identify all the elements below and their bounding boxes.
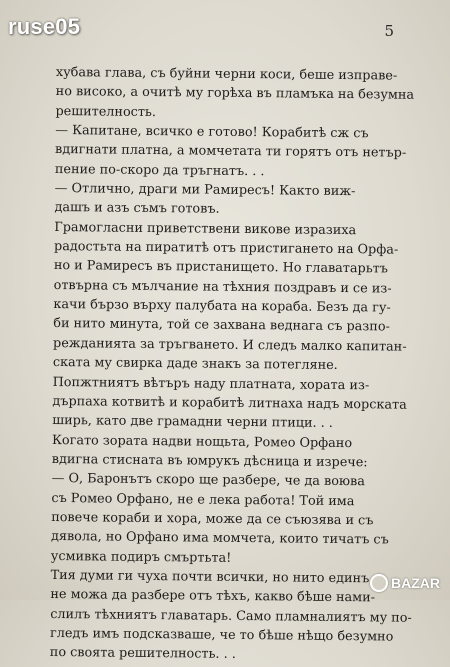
text-line: — О, Баронътъ скоро ще разбере, че да воюва	[51, 471, 366, 490]
text-line: — Капитане, всичко е готово! Корабитѣ сж съ	[55, 123, 369, 142]
bazar-logo-icon	[370, 574, 388, 592]
text-line: по своята решителность. . .	[49, 645, 236, 663]
text-line: усмивка подиръ смъртьта!	[50, 548, 232, 566]
page-number: 5	[384, 22, 394, 40]
text-line: но високо, а очитѣ му горѣха въ пламъка на безумна	[55, 84, 415, 104]
text-line: радостьта на пиратитѣ отъ пристигането на Орфа-	[53, 239, 399, 258]
text-line: отвърна съ мълчание на тѣхния поздравъ и се из-	[53, 277, 392, 297]
text-line: Тия думи ги чуха почти всички, но нито единъ	[50, 567, 370, 587]
text-line: съ Ромео Орфано, не е лека работа! Той има	[51, 490, 355, 509]
text-line: качи бързо върху палубата на кораба. Безъ да гу-	[53, 297, 391, 316]
text-line: режданията за тръгването. И следъ малко капитан-	[52, 335, 407, 355]
text-line: повече кораби и хора, може да се съюзява и съ	[51, 509, 374, 529]
watermark-bottom-logo	[370, 574, 440, 592]
text-line: вдигна стисната въ юмрукъ дѣсница и изрече:	[51, 451, 368, 471]
text-line: дърпаха котвитѣ и корабитѣ литнаха надъ морската	[52, 393, 407, 413]
text-line: дашъ и азъ съмъ готовъ.	[54, 200, 220, 218]
text-line: хубава глава, съ буйни черни коси, беше изправе-	[55, 64, 398, 84]
text-line: вдигнати платна, а момчетата ти горятъ отъ нетър-	[55, 142, 407, 162]
text-line: дявола, но Орфано има момчета, които тичатъ съ	[50, 529, 389, 548]
text-line: пение по-скоро да тръгнатъ. . .	[54, 161, 265, 179]
text-line: Попжтниятъ вѣтъръ наду платната, хората из-	[52, 374, 370, 393]
text-line: би нито минута, той се захвана веднага съ разпо-	[53, 316, 390, 335]
text-line: но и Рамиресъ въ пристанището. Но главатарьтъ	[53, 258, 389, 277]
text-line: — Отлично, драги ми Рамиресъ! Както виж-	[54, 181, 356, 200]
text-line: решителность.	[55, 103, 157, 120]
text-line: слилъ тѣхниятъ главатарь. Само пламналиятъ му по-	[50, 606, 412, 626]
watermark-top-logo: ruse05	[8, 14, 81, 39]
text-line: Когато зората надви нощьта, Ромео Орфано	[51, 432, 353, 451]
text-line: ската му свирка даде знакъ за потегляне.	[52, 355, 338, 374]
text-line: ширь, като две грамадни черни птици. . .	[52, 413, 333, 432]
watermark-bottom-text: BAZAR	[391, 575, 440, 591]
text-line: Грамогласни приветствени викове изразиха	[54, 219, 357, 238]
text-line: не можа да разбере отъ тѣхъ, какво бѣше нами-	[50, 587, 376, 606]
text-line: гледъ имъ подсказваше, че то бѣше нѣщо безумно	[49, 625, 394, 645]
